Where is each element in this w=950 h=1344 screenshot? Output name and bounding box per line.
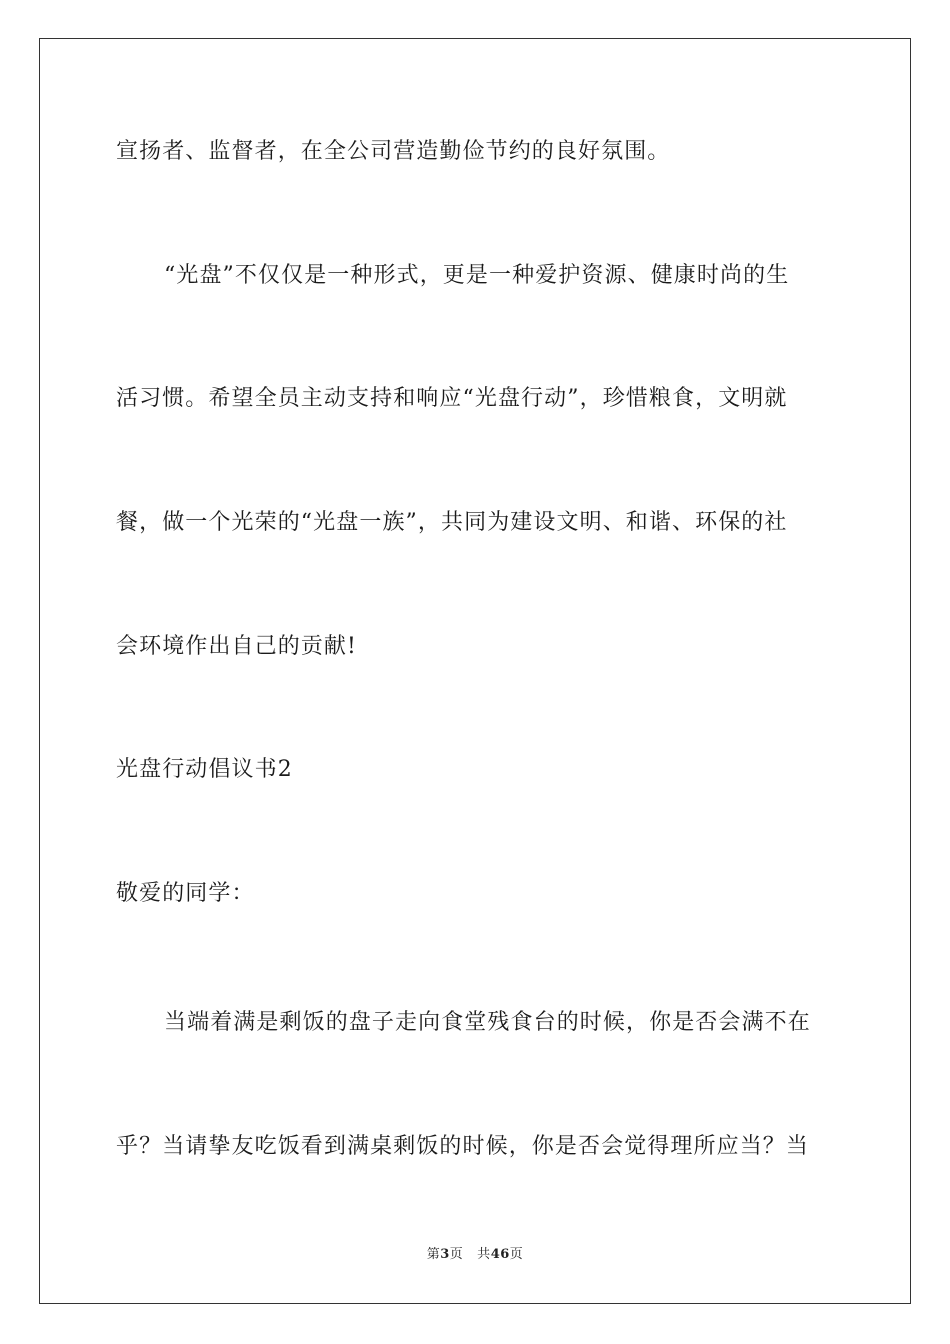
total-pages: 46 <box>490 1247 510 1262</box>
page-number: 3 <box>440 1247 450 1262</box>
total-suffix: 页 <box>509 1247 524 1262</box>
page-suffix: 页 <box>449 1247 464 1262</box>
paragraph-line: 宣扬者、监督者，在全公司营造勤俭节约的良好氛围。 <box>116 139 671 164</box>
paragraph-line: 会环境作出自己的贡献! <box>116 634 357 659</box>
page-footer <box>0 1246 950 1264</box>
paragraph-line: 活习惯。希望全员主动支持和响应“光盘行动”，珍惜粮食，文明就 <box>116 386 788 411</box>
paragraph-line: 乎？当请挚友吃饭看到满桌剩饭的时候，你是否会觉得理所应当？当 <box>116 1134 810 1159</box>
page-prefix: 第 <box>426 1247 441 1262</box>
paragraph-line: “光盘”不仅仅是一种形式，更是一种爱护资源、健康时尚的生 <box>164 263 790 288</box>
section-heading: 光盘行动倡议书2 <box>116 757 293 782</box>
salutation: 敬爱的同学： <box>116 881 255 906</box>
paragraph-line: 当端着满是剩饭的盘子走向食堂残食台的时候，你是否会满不在 <box>164 1010 811 1035</box>
paragraph-line: 餐，做一个光荣的“光盘一族”，共同为建设文明、和谐、环保的社 <box>116 510 788 535</box>
page-frame <box>39 38 911 1304</box>
total-prefix: 共 <box>477 1247 491 1262</box>
